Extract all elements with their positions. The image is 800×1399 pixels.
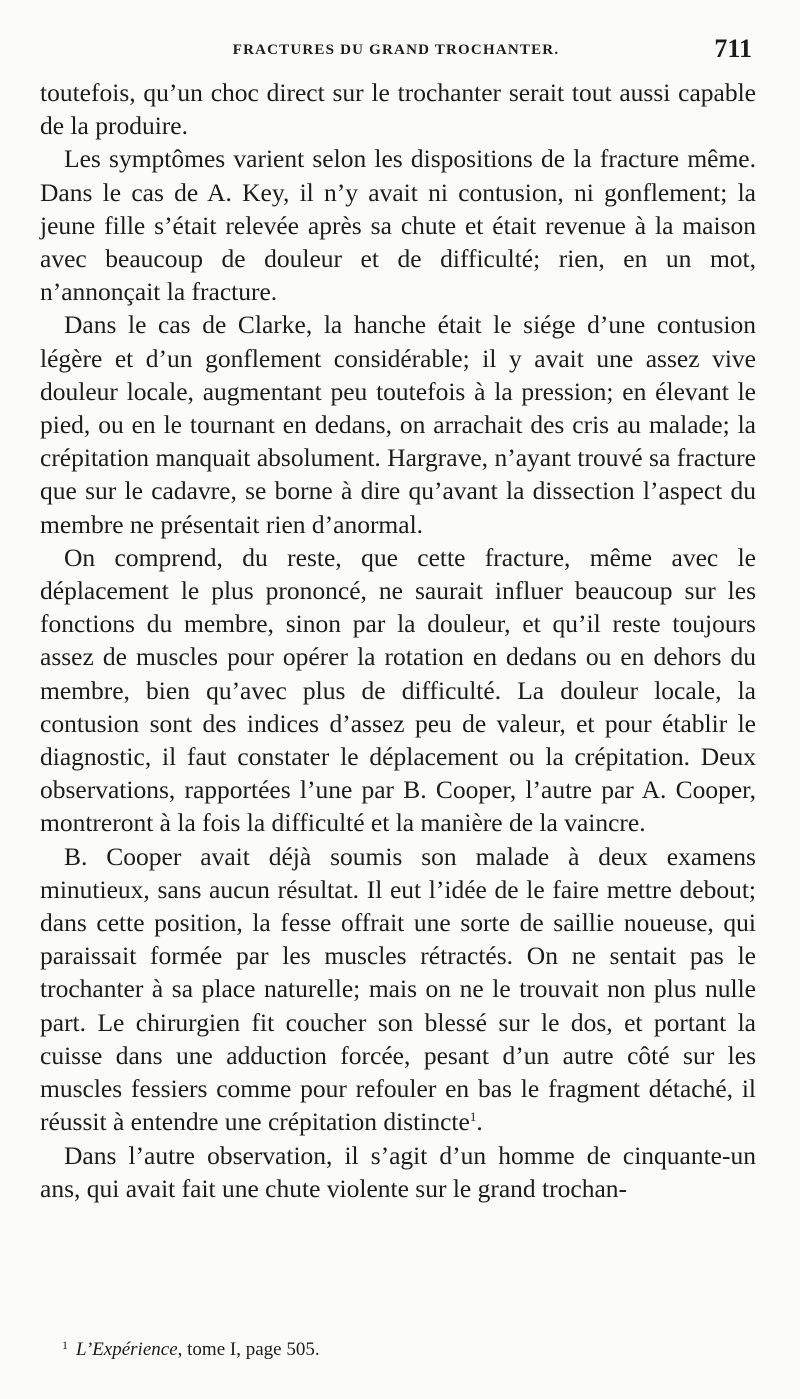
- running-head: FRACTURES DU GRAND TROCHANTER.: [232, 42, 560, 58]
- paragraph-autre-observation: Dans l’autre observation, il s’agit d’un homme de cinquante-un ans, qui avait fait une chute violente sur le grand trochan-: [40, 1140, 756, 1203]
- page-number: 711: [714, 34, 752, 63]
- paragraph-b-cooper-text: B. Cooper avait déjà soumis son malade à deux examens minutieux, sans aucun résultat. Il eut l’idée de le faire mettre debout; dans cette position, la fesse offrait une sorte de saillie noueuse, qui paraissait formée par les muscles rétractés. On ne sentait pas le trochanter à sa place naturelle; mais on ne le trouvait non plus nulle part. Le chirurgien fit coucher son blessé sur le dos, et portant la cuisse dans une adduction forcée, pesant d’un autre côté sur les muscles fessiers comme pour refouler en bas le fragment détaché, il réussit à entendre une crépitation distincte: [40, 841, 756, 1137]
- paragraph-clarke: Dans le cas de Clarke, la hanche était le siége d’une contusion légère et d’un gonflement considérable; il y avait une assez vive douleur locale, augmentant peu toutefois à la pression; en élevant le pied, ou en le tournant en dedans, on arrachait des cris au malade; la crépitation manquait absolument. Hargrave, n’ayant trouvé sa fracture que sur le cadavre, se borne à dire qu’avant la dissection l’aspect du membre ne présentait rien d’anormal.: [40, 310, 756, 539]
- footnote-citation: , tome I, page 505.: [177, 1339, 320, 1360]
- footnote-source: L’Expérience: [76, 1339, 178, 1360]
- page-header: [40, 34, 752, 66]
- paragraph-b-cooper-end: .: [476, 1107, 483, 1137]
- footnote-mark: 1: [62, 1338, 68, 1352]
- paragraph-continuation: toutefois, qu’un choc direct sur le trochanter serait tout aussi capable de la produire.: [40, 78, 756, 141]
- paragraph-symptomes: Les symptômes varient selon les dispositions de la fracture même. Dans le cas de A. Key, il n’y avait ni contusion, ni gonflement; la jeune fille s’était relevée après sa chute et était revenue à la maison avec beaucoup de douleur et de difficulté; rien, en un mot, n’annonçait la fracture.: [40, 144, 756, 307]
- paragraph-b-cooper: [40, 840, 756, 1139]
- paragraph-diagnostic: On comprend, du reste, que cette fracture, même avec le déplacement le plus prononcé, ne saurait influer beaucoup sur les fonctions du membre, sinon par la douleur, et qu’il reste toujours assez de muscles pour opérer la rotation en dedans ou en dehors du membre, bien qu’avec plus de difficulté. La douleur locale, la contusion sont des indices d’assez peu de valeur, et pour établir le diagnostic, il faut constater le déplacement ou la crépitation. Deux observations, rapportées l’une par B. Cooper, l’autre par A. Cooper, montreront à la fois la difficulté et la manière de la vaincre.: [40, 542, 756, 838]
- footnote-reference[interactable]: 1: [469, 1109, 477, 1125]
- body-text: [40, 76, 756, 1205]
- footnote: [62, 1332, 742, 1363]
